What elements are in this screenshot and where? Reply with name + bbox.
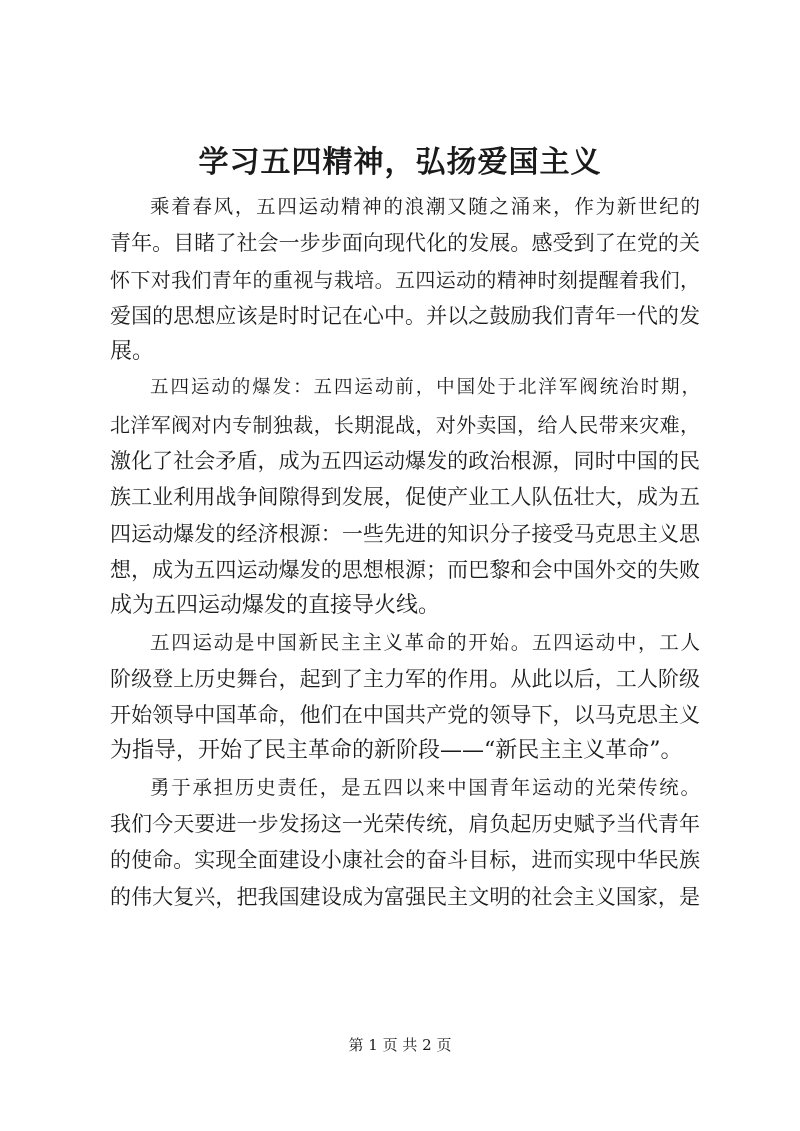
paragraph-2: [110, 370, 700, 624]
paragraph-line: 族工业利用战争间隙得到发展，促使产业工人队伍壮大，成为五: [110, 485, 700, 510]
paragraph-line: 开始领导中国革命，他们在中国共产党的领导下，以马克思主义: [110, 703, 700, 728]
paragraph-line: 为指导，开始了民主革命的新阶段——“新民主主义革命”。: [110, 738, 683, 764]
paragraph-line: 我们今天要进一步发扬这一光荣传统，肩负起历史赋予当代青年: [110, 812, 700, 837]
page-number-footer: 第 1 页 共 2 页: [348, 1036, 452, 1054]
paragraph-line: 四运动爆发的经济根源：一些先进的知识分子接受马克思主义思: [110, 521, 700, 546]
paragraph-line: 五四运动是中国新民主主义革命的开始。五四运动中，工人: [150, 630, 700, 654]
document-title: 学习五四精神，弘扬爱国主义: [198, 145, 602, 180]
paragraph-line: 青年。目睹了社会一步步面向现代化的发展。感受到了在党的关: [110, 231, 700, 256]
paragraph-3: [110, 625, 700, 770]
paragraph-line: 北洋军阀对内专制独裁，长期混战，对外卖国，给人民带来灾难，: [110, 412, 700, 437]
paragraph-line: 五四运动的爆发：五四运动前，中国处于北洋军阀统治时期，: [150, 377, 700, 399]
paragraph-line: 的伟大复兴，把我国建设成为富强民主文明的社会主义国家，是: [110, 884, 700, 909]
paragraph-line: 勇于承担历史责任，是五四以来中国青年运动的光荣传统。: [150, 775, 700, 799]
paragraph-line: 怀下对我们青年的重视与栽培。五四运动的精神时刻提醒着我们，: [110, 267, 700, 292]
paragraph-line: 想，成为五四运动爆发的思想根源；而巴黎和会中国外交的失败: [110, 557, 700, 582]
paragraph-line: 展。: [110, 339, 155, 365]
paragraph-line: 爱国的思想应该是时时记在心中。并以之鼓励我们青年一代的发: [110, 303, 700, 328]
paragraph-1: [110, 189, 700, 370]
paragraph-line: 成为五四运动爆发的直接导火线。: [110, 593, 441, 619]
paragraph-line: 的使命。实现全面建设小康社会的奋斗目标，进而实现中华民族: [110, 848, 700, 873]
document-body: [110, 189, 700, 915]
paragraph-line: 激化了社会矛盾，成为五四运动爆发的政治根源，同时中国的民: [110, 449, 700, 474]
paragraph-4: [110, 770, 700, 915]
paragraph-line: 阶级登上历史舞台，起到了主力军的作用。从此以后，工人阶级: [110, 666, 700, 691]
paragraph-line: 乘着春风，五四运动精神的浪潮又随之涌来，作为新世纪的: [150, 195, 700, 218]
